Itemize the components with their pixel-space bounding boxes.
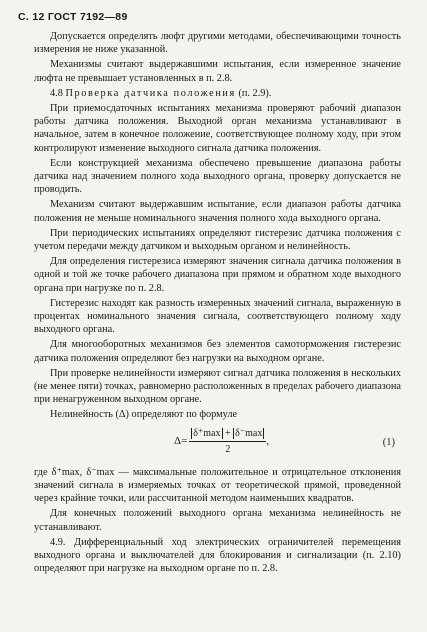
section-title: Проверка датчика положения bbox=[65, 87, 236, 99]
paragraph: Гистерезис находят как разность измеренных значений сигнала, выраженную в процентах номинального значения сигнала, соответствующего полному ходу выходного органа. bbox=[34, 297, 401, 336]
paragraph: Допускается определять люфт другими методами, обеспечивающими точность измерения не ниже указанной. bbox=[34, 31, 401, 56]
formula-denominator: 2 bbox=[225, 443, 231, 455]
formula-fraction bbox=[189, 427, 266, 456]
paragraph: 4.9. Дифференциальный ход электрических ограничителей перемещения выходного органа и выключателей для блокирования и сигнализации (п. 2.10) определяют при нагрузке на выходном органе по п. 2.8. bbox=[34, 536, 401, 575]
document-body bbox=[34, 30, 401, 577]
formula-max-minus: δ⁻max bbox=[235, 427, 263, 439]
paragraph: Для многооборотных механизмов без элементов самоторможения гистерезис датчика положения определяют без нагрузки на выходном органе. bbox=[34, 339, 401, 364]
formula-lhs: Δ= bbox=[174, 434, 188, 447]
where-symbols: δ⁺max, δ⁻max bbox=[51, 466, 115, 478]
where-text: — максимальные положительное и отрицательное отклонения значений сигнала в измеряемых точках от теоретической прямой, проведенной через крайние точки, или рассчитанной методом наименьших квадратов. bbox=[34, 466, 402, 505]
paragraph: При проверке нелинейности измеряют сигнал датчика положения в нескольких (не менее пяти) точках, равномерно расположенных в пределах рабочего диапазона при ненагруженном выходном органе. bbox=[34, 367, 401, 406]
paragraph: Механизм считают выдержавшим испытание, если диапазон работы датчика положения не меньше номинального значения полного хода выходного органа. bbox=[34, 199, 401, 224]
nonlinearity-formula bbox=[174, 427, 271, 456]
paragraph: Для конечных положений выходного органа механизма нелинейность не устанавливают. bbox=[34, 508, 401, 533]
formula-comma: , bbox=[266, 434, 270, 447]
paragraph: Для определения гистерезиса измеряют значения сигнала датчика положения в одной и той же точке рабочего диапазона при прямом и обратном ходе выходного органа при нагрузке по п. 2.8. bbox=[34, 256, 401, 294]
formula-max-plus: δ⁺max bbox=[193, 427, 221, 439]
section-ref: (п. 2.9). bbox=[238, 87, 272, 99]
paragraph: При периодических испытаниях определяют гистерезис датчика положения с учетом передачи между датчиком и выходным органом и нелинейность. bbox=[34, 227, 401, 253]
formula-block bbox=[34, 424, 401, 464]
paragraph: Механизмы считают выдержавшими испытания, если измеренное значение люфта не превышает установленных в п. 2.8. bbox=[34, 59, 401, 84]
page-header: С. 12 ГОСТ 7192—89 bbox=[18, 11, 128, 23]
section-heading-4-8 bbox=[34, 87, 401, 100]
paragraph: Если конструкцией механизма обеспечено превышение диапазона работы датчика над значением полного хода выходного органа, проверку допускается не проводить. bbox=[34, 157, 401, 196]
formula-plus-sign: + bbox=[225, 427, 231, 439]
section-number: 4.8 bbox=[50, 87, 63, 99]
paragraph: Нелинейность (Δ) определяют по формуле bbox=[50, 409, 238, 421]
formula-numerator bbox=[189, 427, 266, 442]
formula-number: (1) bbox=[382, 436, 395, 448]
where-prefix: где bbox=[34, 466, 48, 478]
paragraph: При приемосдаточных испытаниях механизма проверяют рабочий диапазон работы датчика положения. Выходной орган механизма устанавливают в начальное, затем в конечное положение, соответствующее полному ходу, при этом контролируют изменение выходного сигнала датчика положения. bbox=[34, 103, 401, 154]
where-clause bbox=[34, 466, 401, 506]
